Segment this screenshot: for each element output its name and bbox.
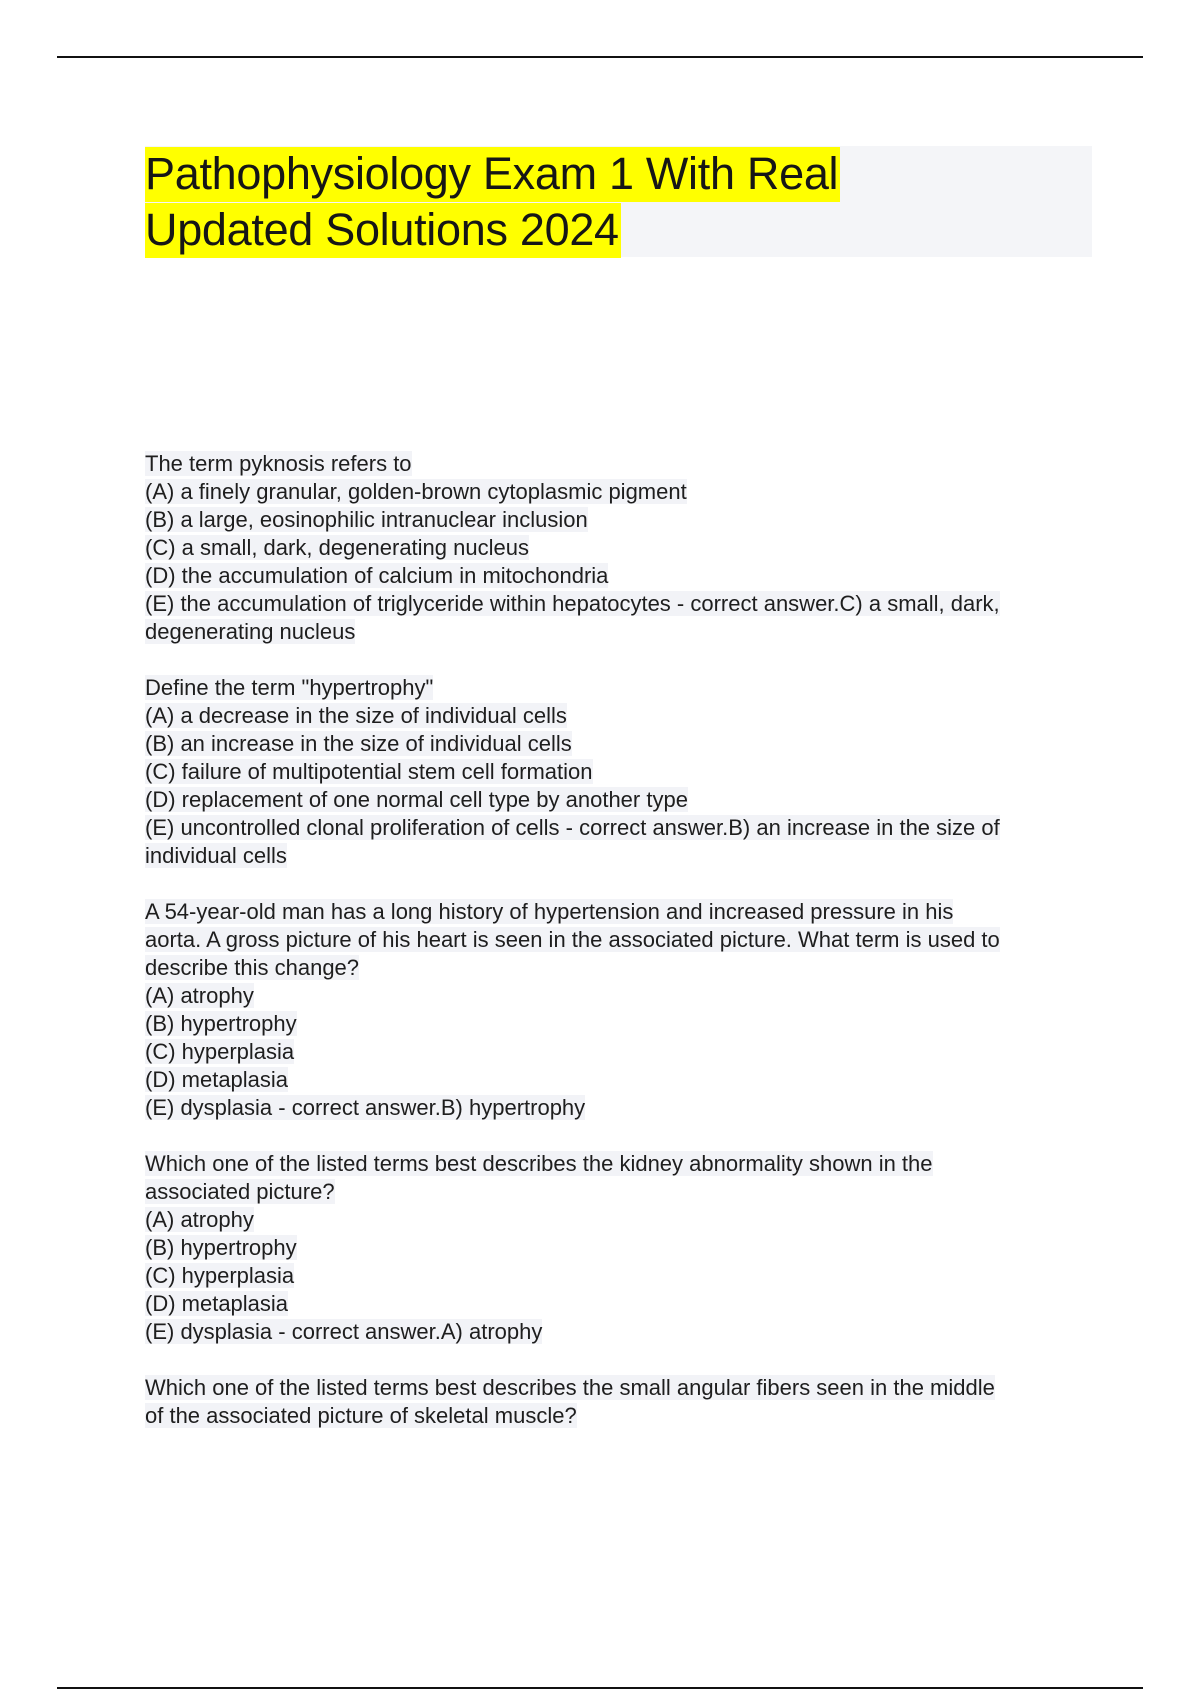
answer-option: (B) hypertrophy — [145, 1235, 297, 1260]
answer-option: (C) failure of multipotential stem cell formation — [145, 759, 593, 784]
question-text: of the associated picture of skeletal muscle? — [145, 1403, 577, 1428]
answer-option: (A) atrophy — [145, 983, 254, 1008]
question-text: Which one of the listed terms best describes the small angular fibers seen in the middle — [145, 1375, 995, 1400]
question-item — [145, 1150, 1095, 1346]
question-list — [145, 450, 1095, 1458]
answer-option: (A) atrophy — [145, 1207, 254, 1232]
answer-option-with-correct-answer: (E) the accumulation of triglyceride within hepatocytes - correct answer.C) a small, dark, — [145, 591, 1000, 616]
title-line-2: Updated Solutions 2024 — [145, 203, 621, 258]
answer-option: (A) a decrease in the size of individual cells — [145, 703, 567, 728]
question-text: associated picture? — [145, 1179, 335, 1204]
title-block — [145, 146, 1092, 257]
question-text: A 54-year-old man has a long history of hypertension and increased pressure in his — [145, 899, 954, 924]
header-rule — [57, 56, 1143, 58]
answer-option-with-correct-answer: (E) dysplasia - correct answer.A) atrophy — [145, 1319, 543, 1344]
answer-option-with-correct-answer: (E) uncontrolled clonal proliferation of cells - correct answer.B) an increase in the size of — [145, 815, 1000, 840]
answer-option: (C) a small, dark, degenerating nucleus — [145, 535, 529, 560]
answer-option: (C) hyperplasia — [145, 1263, 295, 1288]
answer-option: (D) replacement of one normal cell type by another type — [145, 787, 688, 812]
answer-option-with-correct-answer: (E) dysplasia - correct answer.B) hypertrophy — [145, 1095, 586, 1120]
question-text: aorta. A gross picture of his heart is seen in the associated picture. What term is used to — [145, 927, 1000, 952]
footer-rule — [57, 1687, 1143, 1689]
page-title — [145, 146, 1092, 258]
correct-answer-continued: degenerating nucleus — [145, 619, 356, 644]
answer-option: (C) hyperplasia — [145, 1039, 295, 1064]
answer-option: (D) the accumulation of calcium in mitochondria — [145, 563, 609, 588]
question-text: The term pyknosis refers to — [145, 451, 412, 476]
question-item — [145, 674, 1095, 870]
title-line-1: Pathophysiology Exam 1 With Real — [145, 147, 840, 202]
question-item — [145, 450, 1095, 646]
question-text: Define the term "hypertrophy" — [145, 675, 434, 700]
question-text: describe this change? — [145, 955, 360, 980]
question-item — [145, 898, 1095, 1122]
question-text: Which one of the listed terms best describes the kidney abnormality shown in the — [145, 1151, 933, 1176]
answer-option: (B) a large, eosinophilic intranuclear inclusion — [145, 507, 588, 532]
answer-option: (D) metaplasia — [145, 1291, 289, 1316]
answer-option: (A) a finely granular, golden-brown cytoplasmic pigment — [145, 479, 687, 504]
answer-option: (D) metaplasia — [145, 1067, 289, 1092]
answer-option: (B) an increase in the size of individual cells — [145, 731, 572, 756]
answer-option: (B) hypertrophy — [145, 1011, 297, 1036]
correct-answer-continued: individual cells — [145, 843, 287, 868]
question-item — [145, 1374, 1095, 1430]
